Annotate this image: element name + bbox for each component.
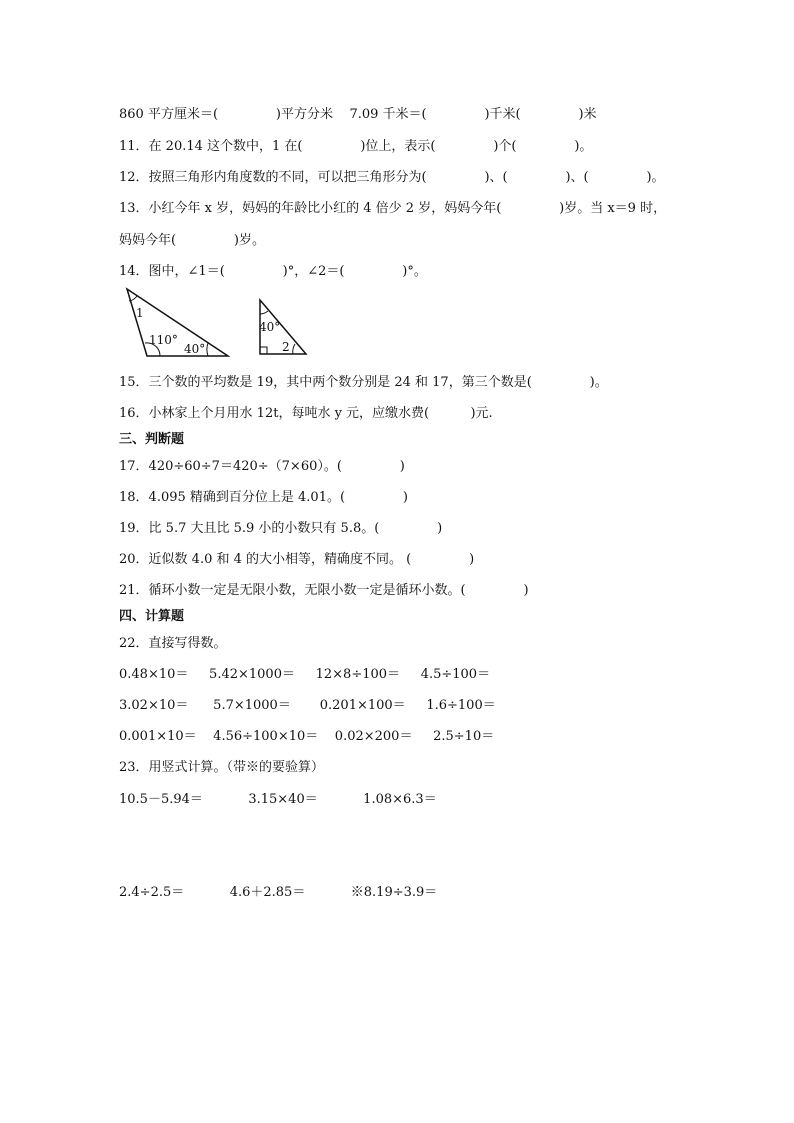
calc-row-1: 0.48×10＝ 5.42×1000＝ 12×8÷100＝ 4.5÷100＝ [119, 667, 491, 682]
section-heading-calculation: 四、计算题 [119, 609, 185, 624]
triangle-2-angle40-arc [260, 311, 268, 314]
question-19: 19．比 5.7 大且比 5.9 小的小数只有 5.8。( ) [119, 521, 443, 536]
question-21: 21．循环小数一定是无限小数，无限小数一定是循环小数。( ) [119, 583, 529, 598]
triangle-1-label-40: 40° [184, 342, 206, 356]
question-22: 22．直接写得数。 [119, 636, 227, 651]
triangle-2-label-2: 2 [282, 340, 290, 354]
triangle-figure-1 [120, 285, 235, 360]
question-14: 14．图中，∠1＝( )°，∠2＝( )°。 [119, 264, 427, 279]
calc-row-2: 3.02×10＝ 5.7×1000＝ 0.201×100＝ 1.6÷100＝ [119, 698, 496, 713]
line-q10-units: 860 平方厘米＝( )平方分米 7.09 千米＝( )千米( )米 [119, 107, 597, 122]
triangle-2-angle2-arc [293, 344, 295, 354]
triangle-2-right-angle-mark [260, 347, 267, 354]
triangle-1-label-1: 1 [136, 306, 144, 320]
triangle-1-angle40-arc [207, 343, 208, 356]
question-12: 12．按照三角形内角度数的不同，可以把三角形分为( )、( )、( )。 [119, 170, 665, 185]
triangle-figure-2 [255, 297, 315, 359]
question-20: 20．近似数 4.0 和 4 的大小相等，精确度不同。 ( ) [119, 552, 475, 567]
question-17: 17．420÷60÷7＝420÷（7×60）。( ) [119, 459, 405, 474]
triangle-2-label-40: 40° [259, 320, 281, 334]
calc-row-4: 10.5－5.94＝ 3.15×40＝ 1.08×6.3＝ [119, 792, 437, 807]
question-23: 23．用竖式计算。（带※的要验算） [119, 760, 325, 775]
question-16: 16．小林家上个月用水 12t，每吨水 y 元，应缴水费( )元. [119, 406, 493, 421]
section-heading-judgement: 三、判断题 [119, 432, 185, 447]
calc-row-5: 2.4÷2.5＝ 4.6＋2.85＝ ※8.19÷3.9＝ [119, 885, 438, 900]
calc-row-3: 0.001×10＝ 4.56÷100×10＝ 0.02×200＝ 2.5÷10＝ [119, 729, 495, 744]
triangle-1-label-110: 110° [149, 333, 178, 347]
question-13-line2: 妈妈今年( )岁。 [119, 233, 265, 248]
question-11: 11．在 20.14 这个数中，1 在( )位上，表示( )个( )。 [119, 139, 593, 154]
question-13-line1: 13．小红今年 x 岁，妈妈的年龄比小红的 4 倍少 2 岁，妈妈今年( )岁。当 x＝9 时， [119, 201, 667, 216]
question-18: 18．4.095 精确到百分位上是 4.01。( ) [119, 490, 408, 505]
question-15: 15．三个数的平均数是 19，其中两个数分别是 24 和 17，第三个数是( )。 [119, 375, 608, 390]
